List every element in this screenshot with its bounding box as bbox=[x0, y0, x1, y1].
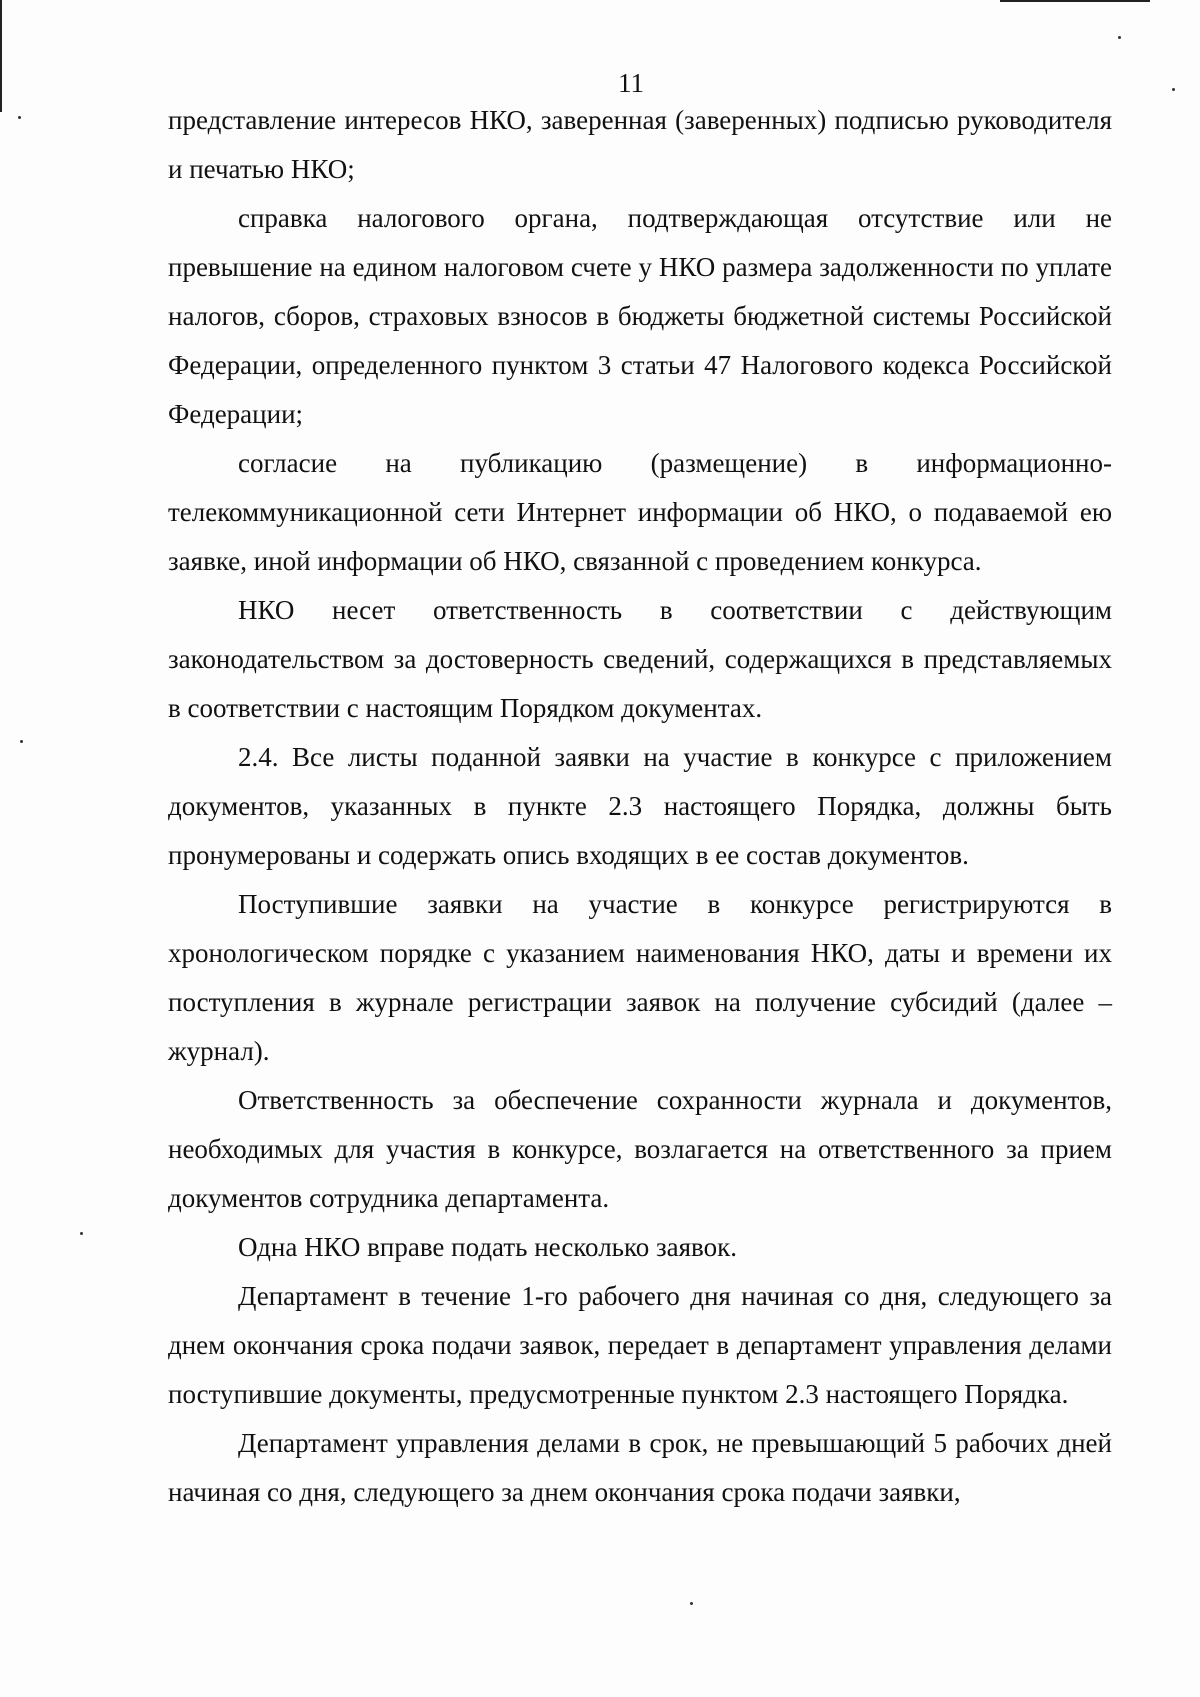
paragraph: Ответственность за обеспечение сохранности журнала и документов, необходимых для участия в конкурсе, возлагается на ответственного за прием документов сотрудника департамента. bbox=[168, 1085, 1112, 1213]
paragraph: Департамент в течение 1-го рабочего дня начиная со дня, следующего за днем окончания срока подачи заявок, передает в департамент управления делами поступившие документы, предусмотренные пунктом 2.3 настоящего Порядка. bbox=[168, 1281, 1112, 1409]
paragraph: справка налогового органа, подтверждающая отсутствие или не превышение на едином налоговом счете у НКО размера задолженности по уплате налогов, сборов, страховых взносов в бюджеты бюджетной системы Российской Федерации, определенного пунктом 3 статьи 47 Налогового кодекса Российской Федерации; bbox=[168, 203, 1112, 429]
paragraph: Поступившие заявки на участие в конкурсе регистрируются в хронологическом порядке с указанием наименования НКО, даты и времени их поступления в журнале регистрации заявок на получение субсидий (далее – журнал). bbox=[168, 889, 1112, 1066]
page-number: 11 bbox=[618, 68, 644, 98]
scan-speck bbox=[1118, 36, 1121, 39]
scan-speck bbox=[18, 116, 21, 119]
paragraph: представление интересов НКО, заверенная (заверенных) подписью руководителя и печатью НКО; bbox=[168, 105, 1112, 184]
paragraph: согласие на публикацию (размещение) в информационно-телекоммуникационной сети Интернет информации об НКО, о подаваемой ею заявке, иной информации об НКО, связанной с проведением конкурса. bbox=[168, 448, 1112, 576]
scan-speck bbox=[80, 1232, 83, 1235]
scan-edge-top bbox=[1000, 0, 1150, 2]
paragraph: НКО несет ответственность в соответствии с действующим законодательством за достоверность сведений, содержащихся в представляемых в соответствии с настоящим Порядком документах. bbox=[168, 595, 1112, 723]
document-body bbox=[168, 96, 1112, 1517]
paragraph: Департамент управления делами в срок, не превышающий 5 рабочих дней начиная со дня, следующего за днем окончания срока подачи заявки, bbox=[168, 1428, 1112, 1507]
paragraph: 2.4. Все листы поданной заявки на участие в конкурсе с приложением документов, указанных в пункте 2.3 настоящего Порядка, должны быть пронумерованы и содержать опись входящих в ее состав документов. bbox=[168, 742, 1112, 870]
scan-speck bbox=[20, 740, 23, 743]
scan-speck bbox=[690, 1602, 693, 1605]
paragraph: Одна НКО вправе подать несколько заявок. bbox=[238, 1232, 737, 1262]
